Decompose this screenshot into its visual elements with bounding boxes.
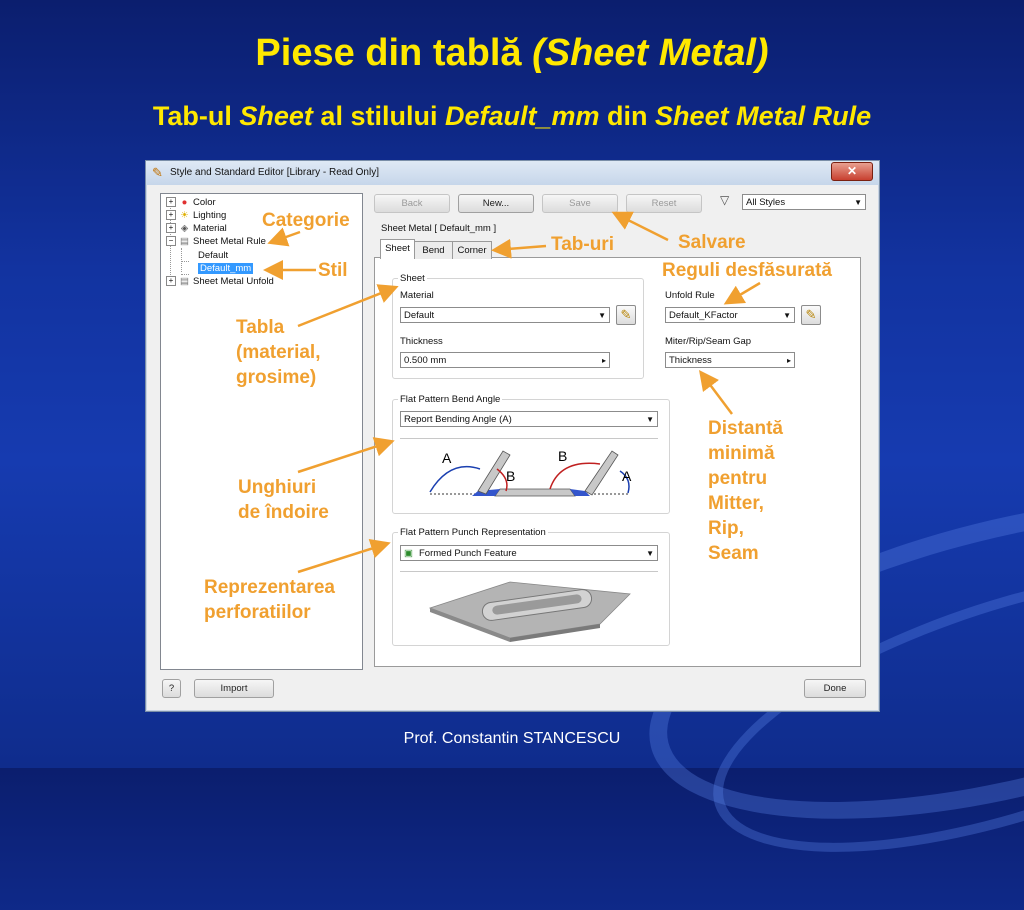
- gap-label: Miter/Rip/Seam Gap: [665, 336, 752, 347]
- annotation-salvare: Salvare: [678, 232, 746, 253]
- arrow-unghiuri: [298, 442, 390, 472]
- tree-item-sheet-metal-rule[interactable]: − ▤ Sheet Metal Rule: [166, 236, 266, 249]
- sheet-group-title: Sheet: [400, 273, 425, 284]
- annotation-reprezentarea: Reprezentarea perforatiilor: [204, 577, 335, 623]
- new-button[interactable]: New...: [458, 194, 534, 213]
- window-title: Style and Standard Editor [Library - Read Only]: [170, 167, 379, 178]
- arrow-salvare: [616, 214, 668, 240]
- filter-icon: ▽: [720, 193, 730, 207]
- chevron-right-icon: ▸: [601, 356, 606, 365]
- label-a: A: [622, 468, 632, 484]
- punch-dropdown[interactable]: ▣ Formed Punch Feature ▼: [400, 545, 658, 561]
- app-icon: ✎: [152, 165, 163, 180]
- done-button[interactable]: Done: [804, 679, 866, 698]
- collapse-icon[interactable]: −: [166, 236, 176, 246]
- expand-icon[interactable]: +: [166, 223, 176, 233]
- tree-item-lighting[interactable]: + ☀ Lighting: [166, 210, 226, 223]
- annotation-reguli: Reguli desfăsurată: [662, 260, 832, 281]
- expand-icon[interactable]: +: [166, 210, 176, 220]
- bend-angle-group-title: Flat Pattern Bend Angle: [400, 394, 501, 405]
- material-label: Material: [400, 290, 434, 301]
- arrow-reguli: [728, 283, 760, 302]
- gap-input[interactable]: Thickness ▸: [665, 352, 795, 368]
- color-wheel-icon: ●: [181, 197, 188, 208]
- material-dropdown[interactable]: Default ▼: [400, 307, 610, 323]
- back-button[interactable]: Back: [374, 194, 450, 213]
- sheet-metal-icon: ▤: [180, 276, 189, 287]
- tree-item-material[interactable]: + ◈ Material: [166, 223, 227, 236]
- import-button[interactable]: Import: [194, 679, 274, 698]
- arrow-categorie: [272, 232, 300, 242]
- expand-icon[interactable]: +: [166, 197, 176, 207]
- annotation-unghiuri: Unghiuri de îndoire: [238, 477, 329, 523]
- tab-bend[interactable]: Bend: [414, 241, 453, 259]
- reset-button[interactable]: Reset: [626, 194, 702, 213]
- thickness-input[interactable]: 0.500 mm ▸: [400, 352, 610, 368]
- punch-feature-icon: ▣: [404, 548, 413, 559]
- tree-item-default-mm[interactable]: Default_mm: [200, 263, 252, 274]
- slide-footer: Prof. Constantin STANCESCU: [403, 730, 621, 747]
- help-icon: ?: [168, 683, 175, 694]
- pencil-icon: ✎: [805, 307, 817, 322]
- label-a: A: [442, 450, 452, 466]
- annotation-categorie: Categorie: [262, 210, 350, 231]
- tree-item-sheet-metal-unfold[interactable]: + ▤ Sheet Metal Unfold: [166, 276, 274, 289]
- expand-icon[interactable]: +: [166, 276, 176, 286]
- chevron-right-icon: ▸: [786, 356, 791, 365]
- style-filter-dropdown[interactable]: All Styles ▼: [742, 194, 866, 210]
- annotation-stil: Stil: [318, 260, 348, 281]
- tab-sheet[interactable]: Sheet: [380, 239, 415, 259]
- tab-corner[interactable]: Corner: [452, 241, 492, 259]
- annotation-tabla: Tabla (material, grosime): [236, 317, 321, 388]
- chevron-down-icon: ▼: [646, 549, 654, 558]
- arrow-reprezentarea: [298, 544, 386, 572]
- slide-subtitle: Tab-ul Sheet al stilului Default_mm din Sheet Metal Rule: [152, 101, 872, 131]
- bend-angle-dropdown[interactable]: Report Bending Angle (A) ▼: [400, 411, 658, 427]
- pencil-icon: ✎: [620, 307, 632, 322]
- arrow-distanta: [702, 374, 732, 414]
- sheet-metal-icon: ▤: [180, 236, 189, 247]
- chevron-down-icon: ▼: [854, 198, 862, 207]
- slide-title: Piese din tablă (Sheet Metal): [255, 32, 769, 74]
- punch-group-title: Flat Pattern Punch Representation: [400, 527, 546, 538]
- style-header: Sheet Metal [ Default_mm ]: [381, 223, 497, 234]
- label-b: B: [506, 468, 516, 484]
- close-button[interactable]: ✕: [831, 162, 873, 181]
- chevron-down-icon: ▼: [783, 311, 791, 320]
- annotation-distanta: Distantă minimă pentru Mitter, Rip, Seam: [708, 418, 783, 564]
- tree-item-default[interactable]: Default: [198, 250, 229, 261]
- unfold-rule-dropdown[interactable]: Default_KFactor ▼: [665, 307, 795, 323]
- tree-item-color[interactable]: + ● Color: [166, 197, 216, 210]
- save-button[interactable]: Save: [542, 194, 618, 213]
- light-bulb-icon: ☀: [180, 210, 189, 221]
- material-icon: ◈: [180, 223, 189, 234]
- label-b: B: [558, 448, 568, 464]
- chevron-down-icon: ▼: [646, 415, 654, 424]
- thickness-label: Thickness: [400, 336, 443, 347]
- chevron-down-icon: ▼: [598, 311, 606, 320]
- arrow-tab-uri: [496, 246, 546, 250]
- unfold-rule-label: Unfold Rule: [665, 290, 715, 301]
- annotation-tab-uri: Tab-uri: [551, 234, 614, 255]
